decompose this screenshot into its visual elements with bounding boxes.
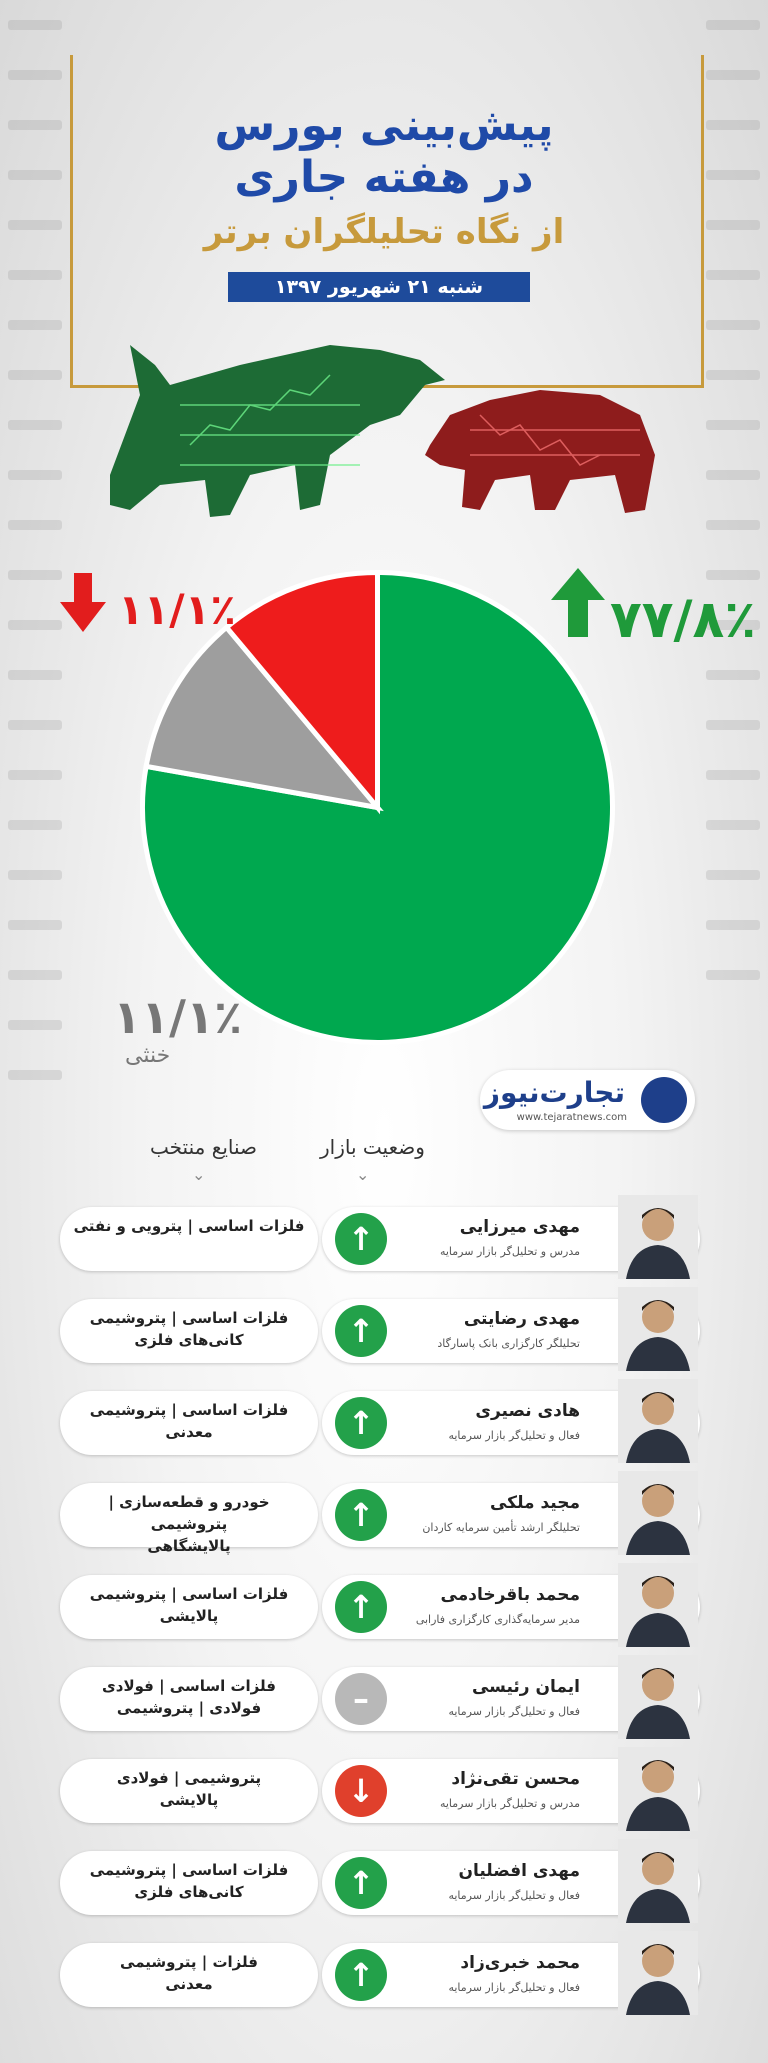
chevron-down-icon: ⌄ [356,1165,370,1184]
analyst-role: فعال و تحلیل‌گر بازار سرمایه [448,1981,580,1994]
bull-icon [110,345,445,517]
column-status-heading: وضعیت بازار [320,1135,425,1159]
sectors-pill [60,1391,318,1455]
arrow-up-icon: ↑ [335,1857,387,1909]
analyst-role: فعال و تحلیل‌گر بازار سرمایه [448,1889,580,1902]
date-banner: شنبه ۲۱ شهریور ۱۳۹۷ [228,272,530,302]
sectors-line-1: فلزات | پتروشیمی [120,1953,258,1971]
avatar [614,1651,702,1743]
title-line-3: از نگاه تحلیلگران برتر [203,212,565,252]
watermark-strip-right [698,0,768,2063]
arrow-down-icon: ↓ [335,1765,387,1817]
sectors-line-1: فلزات اساسی | پتروشیمی [89,1401,289,1419]
logo-mark-icon [641,1077,687,1123]
analyst-name: محسن تقی‌نژاد [451,1769,580,1789]
analyst-role: فعال و تحلیل‌گر بازار سرمایه [448,1705,580,1718]
avatar [614,1927,702,2019]
avatar [614,1467,702,1559]
arrow-up-icon: ↑ [335,1305,387,1357]
arrow-up-icon: ↑ [335,1397,387,1449]
avatar [614,1743,702,1835]
avatar [614,1559,702,1651]
analyst-name: محمد خبری‌زاد [460,1953,580,1973]
analyst-row [60,1299,700,1365]
sectors-line-2: معدنی [165,1423,213,1441]
sectors-line-1: فلزات اساسی | پترویی و نفتی [73,1217,305,1235]
title-line-1: پیش‌بینی بورس [214,100,554,151]
analyst-role: مدیر سرمایه‌گذاری کارگزاری فارابی [415,1613,580,1626]
analyst-role: فعال و تحلیل‌گر بازار سرمایه [448,1429,580,1442]
analyst-name: محمد باقرخادمی [440,1585,580,1605]
sectors-line-2: پالایشگاهی [147,1537,231,1555]
arrow-up-icon: ↑ [335,1489,387,1541]
tejaratnews-logo [480,1070,695,1130]
avatar [614,1191,702,1283]
logo-url: www.tejaratnews.com [516,1112,627,1123]
analyst-name: مهدی رضایتی [463,1309,580,1329]
analyst-name: مهدی افضلیان [458,1861,580,1881]
analyst-role: تحلیلگر کارگزاری بانک پاسارگاد [437,1337,580,1350]
sectors-pill [60,1759,318,1823]
analyst-role: مدرس و تحلیل‌گر بازار سرمایه [439,1797,580,1810]
watermark-strip-left [0,0,70,2063]
logo-name: تجارت‌نیوز [483,1076,625,1109]
analyst-row [60,1483,700,1555]
sectors-pill [60,1851,318,1915]
avatar [614,1835,702,1927]
title-line-2: در هفته جاری [234,152,534,203]
sectors-pill [60,1299,318,1363]
analyst-row [60,1759,700,1825]
sectors-line-1: فلزات اساسی | پتروشیمی [89,1309,289,1327]
analyst-row [60,1667,700,1733]
bear-icon [425,390,655,513]
sectors-line-1: پتروشیمی | فولادی [116,1769,262,1787]
neutral-label: خنثی [125,1043,171,1068]
up-percent: ۷۷/۸٪ [610,590,756,650]
analyst-name: هادی نصیری [475,1401,580,1421]
avatar [614,1375,702,1467]
sectors-line-2: پالایشی [159,1607,219,1625]
analyst-name: مهدی میرزایی [459,1217,580,1237]
sectors-line-1: خودرو و قطعه‌سازی | پتروشیمی [108,1493,270,1533]
sectors-line-1: فلزات اساسی | فولادی [102,1677,276,1695]
analyst-role: مدرس و تحلیل‌گر بازار سرمایه [439,1245,580,1258]
chevron-down-icon: ⌄ [192,1165,206,1184]
analyst-name: ایمان رئیسی [471,1677,580,1697]
sectors-line-2: کانی‌های فلزی [134,1883,244,1901]
down-percent: ۱۱/۱٪ [118,585,236,634]
sectors-pill [60,1575,318,1639]
sectors-line-2: کانی‌های فلزی [134,1331,244,1349]
analyst-row [60,1207,700,1273]
bull-bear-illustration [100,305,685,535]
sectors-line-1: فلزات اساسی | پتروشیمی [89,1585,289,1603]
analyst-role: تحلیلگر ارشد تأمین سرمایه کاردان [422,1521,580,1534]
analyst-row [60,1943,700,2009]
sectors-pill [60,1207,318,1271]
sectors-pill [60,1667,318,1731]
analyst-row [60,1391,700,1457]
up-arrow-icon [548,565,608,640]
avatar [614,1283,702,1375]
sectors-line-2: فولادی | پتروشیمی [116,1699,262,1717]
arrow-up-icon: ↑ [335,1213,387,1265]
analyst-row [60,1851,700,1917]
arrow-up-icon: ↑ [335,1949,387,2001]
down-arrow-icon [58,570,108,635]
sectors-pill [60,1943,318,2007]
neutral-percent: ۱۱/۱٪ [113,990,243,1044]
pie-chart [140,570,615,1045]
neutral-dash-icon: – [335,1673,387,1725]
analyst-row [60,1575,700,1641]
sectors-pill [60,1483,318,1555]
analyst-name: مجید ملکی [489,1493,580,1513]
column-sectors-heading: صنایع منتخب [150,1135,258,1159]
sectors-line-2: معدنی [165,1975,213,1993]
sectors-line-2: پالایشی [159,1791,219,1809]
arrow-up-icon: ↑ [335,1581,387,1633]
sectors-line-1: فلزات اساسی | پتروشیمی [89,1861,289,1879]
